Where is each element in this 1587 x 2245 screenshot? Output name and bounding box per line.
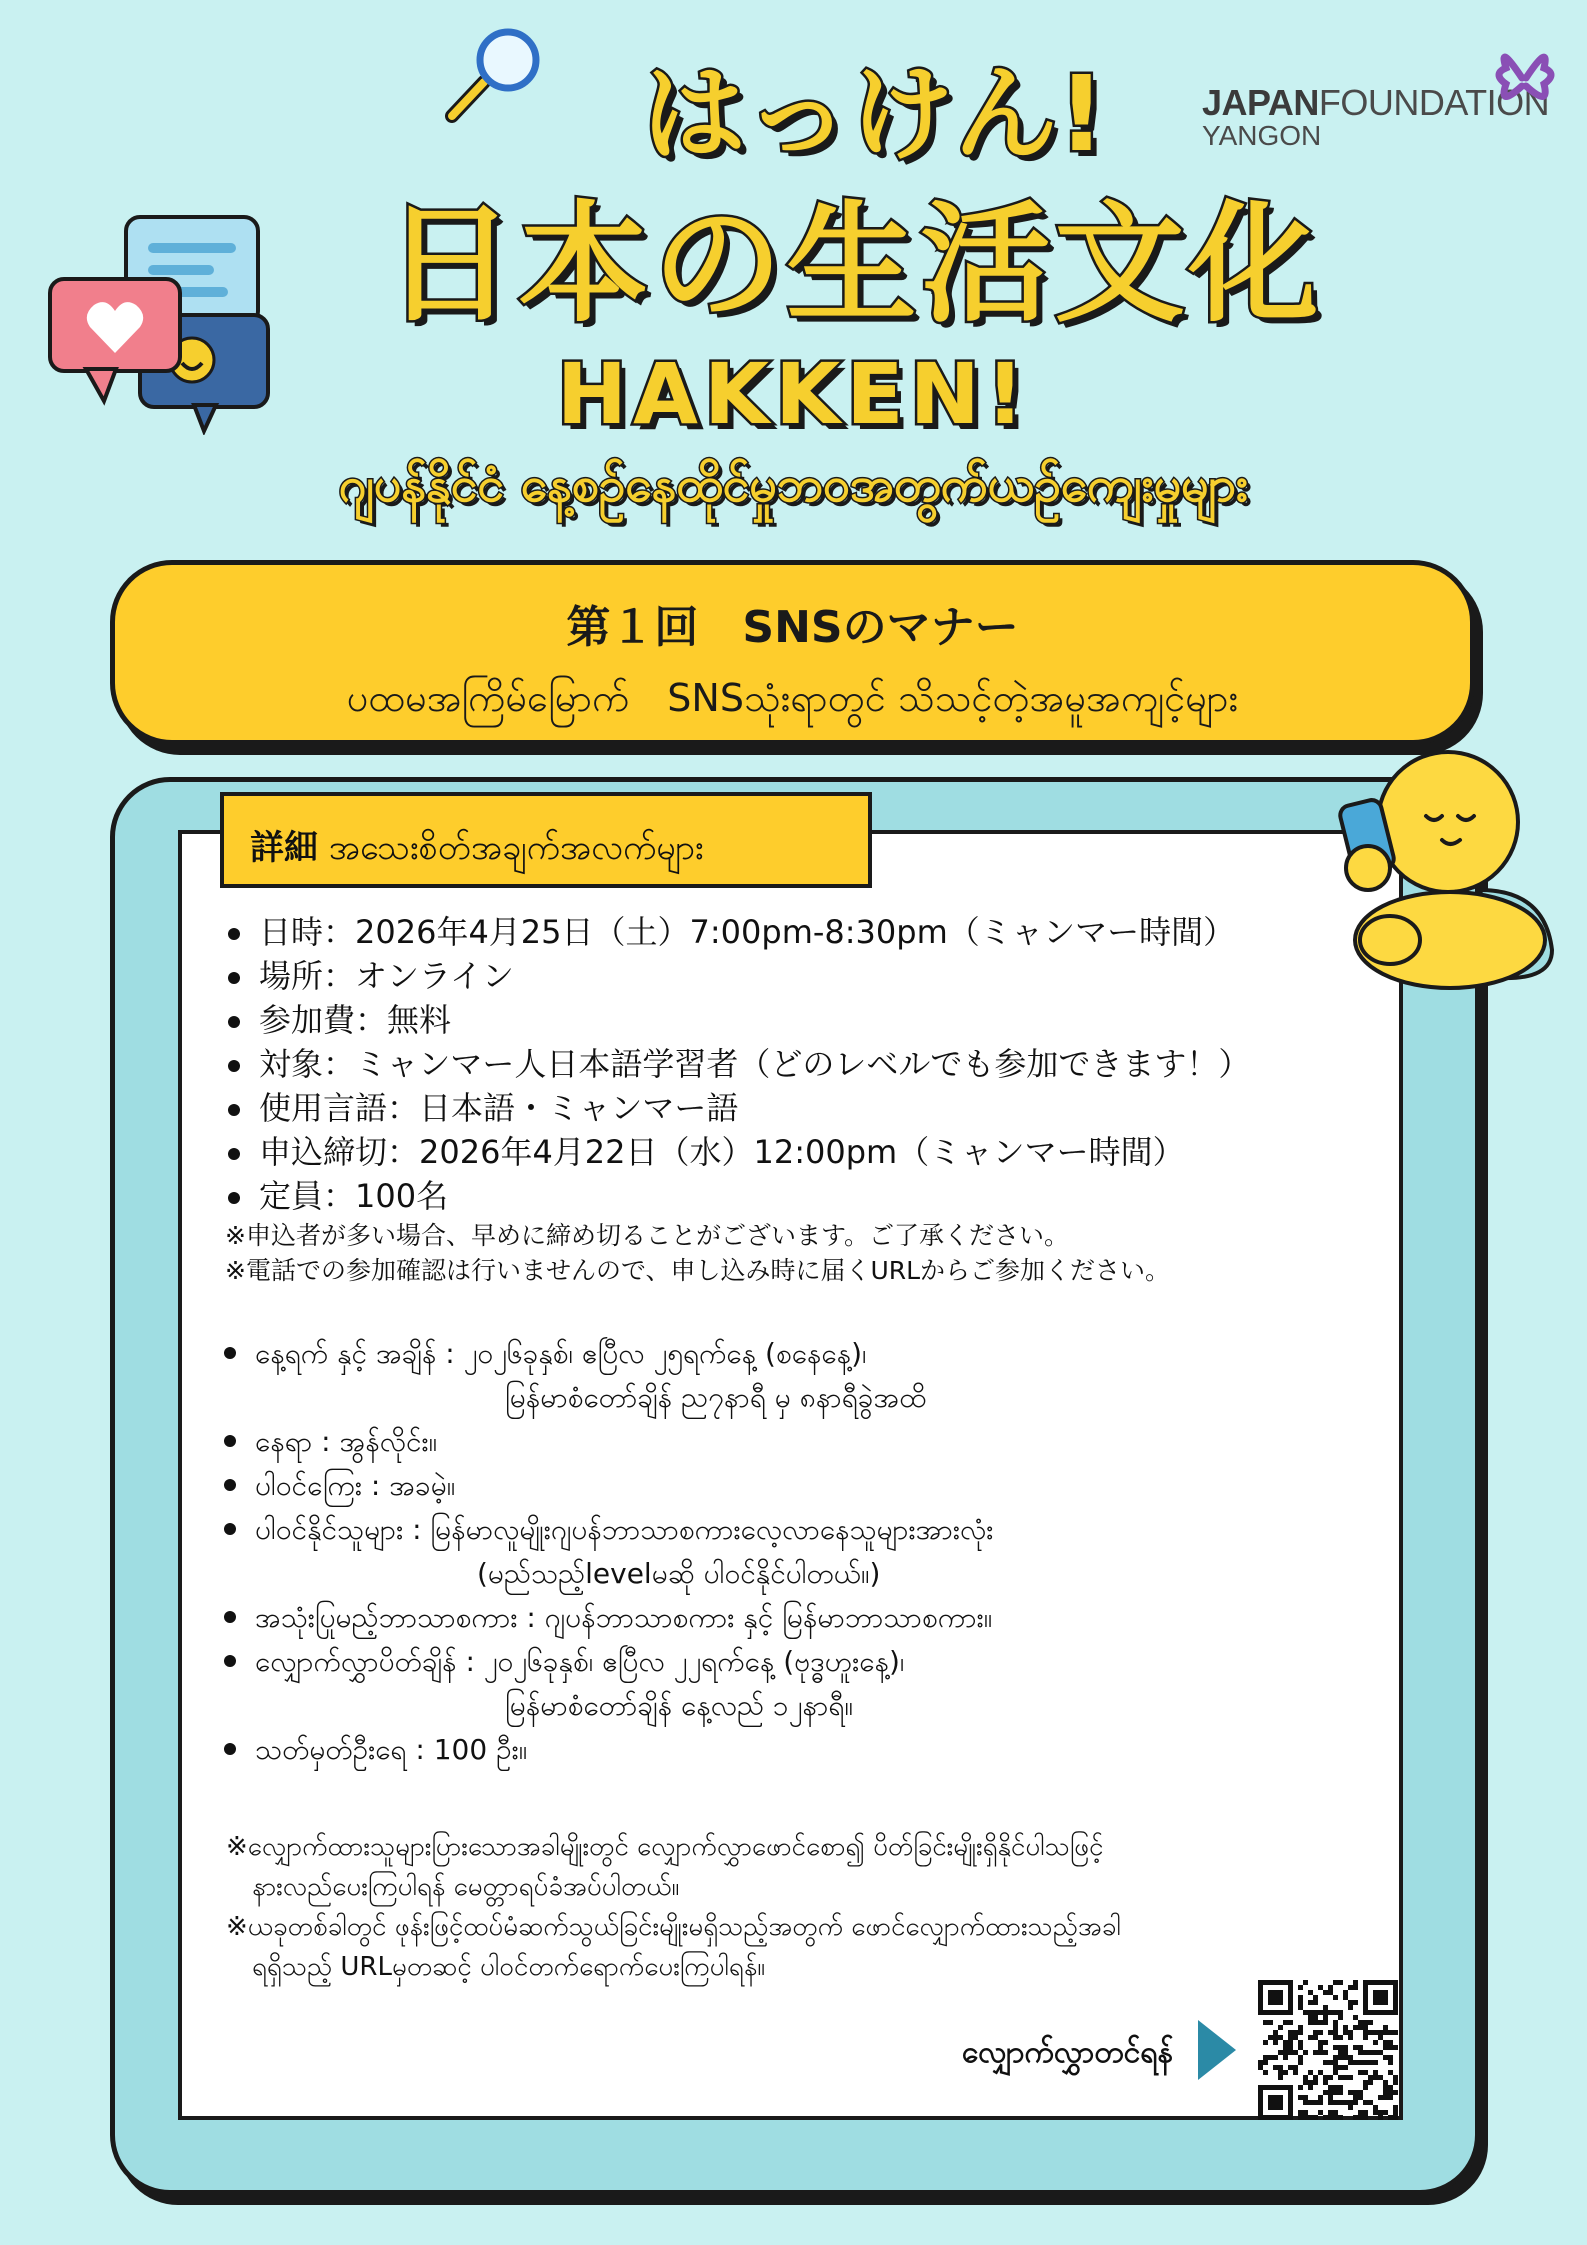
session-subtitle: ပထမအကြိမ်မြောက် SNSသုံးရာတွင် သိသင့်တဲ့အမူအကျင့်များ [346,676,1239,720]
list-item-text: နေရာ : အွန်လိုင်း။ [255,1425,438,1458]
note-line: ※ယခုတစ်ခါတွင် ဖုန်းဖြင့်ထပ်မံဆက်သွယ်ခြင်းမျိုးမရှိသည့်အတွက် ဖောင်လျှောက်ထားသည့်အခါ [226,1912,1121,1942]
list-item [218,1464,993,1508]
title-hakken: はっけん! [641,53,1106,175]
register-label[interactable]: လျှောက်လွှာတင်ရန် [962,2035,1174,2070]
list-item: 場所：オンライン [222,954,1250,998]
list-item [218,1420,993,1464]
note-line: ※လျှောက်ထားသူများပြားသောအခါမျိုးတွင် လျှောက်လွှာဖောင်စော၍ ပိတ်ခြင်းမျိုးရှိနိုင်ပါသဖြင့် [226,1832,1104,1862]
session-banner [110,560,1475,745]
list-item: 申込締切：2026年4月22日（水）12:00pm（ミャンマー時間） [222,1130,1250,1174]
list-item-text: နေ့ရက် နှင့် အချိန် : ၂၀၂၆ခုနှစ်၊ ဧပြီလ ၂၅ရက်နေ့ (စနေနေ့)၊ [255,1337,867,1370]
note-line: ※申込者が多い場合、早めに締め切ることがございます。ご了承ください。 [225,1221,1069,1250]
list-item: 使用言語：日本語・ミャンマー語 [222,1086,1250,1130]
jp-notes [225,1218,1170,1288]
list-item: 対象：ミャンマー人日本語学習者（どのレベルでも参加できます！） [222,1042,1250,1086]
logo-brand-rest: FOUNDATION [1318,82,1550,123]
list-item [218,1332,993,1420]
list-item-continuation: မြန်မာစံတော်ချိန် ည၇နာရီ မှ ၈နာရီခွဲအထိ [505,1381,927,1414]
list-item [218,1508,993,1596]
mascot-illustration [1330,740,1560,990]
note-line: နားလည်ပေးကြပါရန် မေတ္တာရပ်ခံအပ်ပါတယ်။ [226,1872,680,1902]
list-item-continuation: (မည်သည့်levelမဆို ပါဝင်နိုင်ပါတယ်။) [477,1557,881,1590]
details-label-bold: 詳細 [250,828,318,868]
details-label-rest: အသေးစိတ်အချက်အလက်များ [318,828,704,868]
logo-city: YANGON [1202,120,1322,151]
list-item-continuation: မြန်မာစံတော်ချိန် နေ့လည် ၁၂နာရီ။ [505,1689,853,1722]
list-item [218,1596,993,1640]
list-item: 定員：100名 [222,1174,1250,1218]
note-line: ※電話での参加確認は行いませんので、申し込み時に届くURLからご参加ください。 [225,1256,1171,1285]
title-hakken-english: HAKKEN! [556,345,1031,443]
list-item-text: ပါဝင်နိုင်သူများ : မြန်မာလူမျိုးဂျပန်ဘာသာစကားလေ့လာနေသူများအားလုံး [255,1513,994,1546]
mm-details-list [218,1332,993,1772]
list-item: 参加費：無料 [222,998,1250,1042]
mm-notes [226,1827,1121,1987]
list-item-text: သတ်မှတ်ဦးရေ : 100 ဦး။ [255,1733,528,1766]
play-arrow-icon[interactable] [1196,2018,1238,2082]
list-item-text: အသုံးပြုမည့်ဘာသာစကား : ဂျပန်ဘာသာစကား နှင့် မြန်မာဘာသာစကား။ [255,1601,993,1634]
list-item-text: လျှောက်လွှာပိတ်ချိန် : ၂၀၂၆ခုနှစ်၊ ဧပြီလ ၂၂ရက်နေ့ (ဗုဒ္ဓဟူးနေ့)၊ [255,1645,905,1678]
list-item: 日時：2026年4月25日（土）7:00pm-8:30pm（ミャンマー時間） [222,910,1250,954]
title-myanmar: ဂျပန်နိုင်ငံ နေ့စဉ်နေထိုင်မှုဘဝအတွက်ယဉ်ကျေးမှုများ [338,457,1249,513]
jp-details-list [222,910,1250,1218]
session-title: 第１回 SNSのマナー [566,602,1019,653]
title-culture: 日本の生活文化 [384,188,1323,340]
list-item [218,1640,993,1728]
butterfly-icon [1488,38,1560,116]
list-item-text: ပါဝင်ကြေး : အခမဲ့။ [255,1469,456,1502]
logo-brand-bold: JAPAN [1202,82,1319,123]
details-label [220,792,872,888]
note-line: ရရှိသည့် URLမှတဆင့် ပါဝင်တက်ရောက်ပေးကြပါရန်။ [226,1952,766,1982]
qr-code[interactable] [1258,1980,1398,2120]
list-item [218,1728,993,1772]
